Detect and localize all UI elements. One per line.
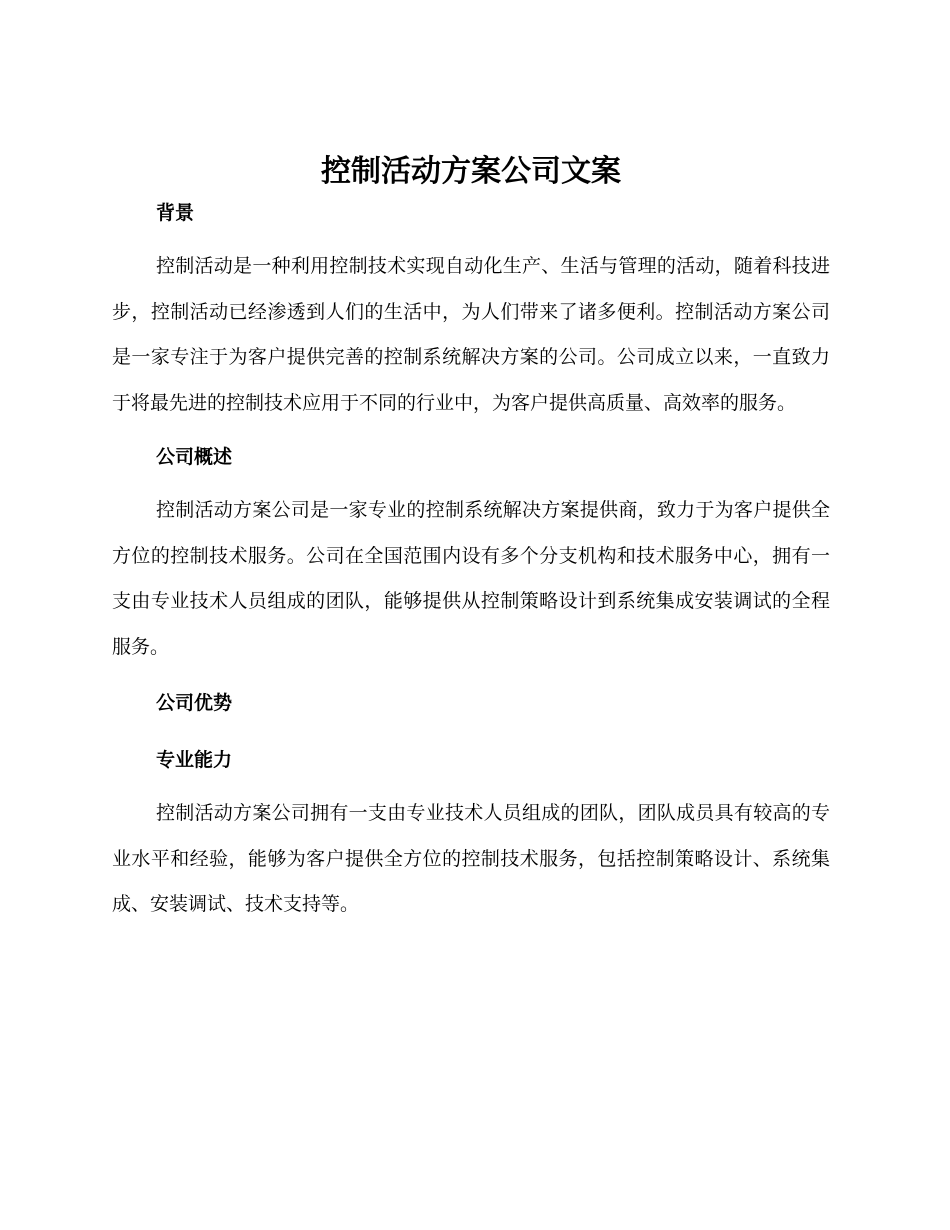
section-company-advantages [112, 688, 830, 718]
document-title: 控制活动方案公司文案 [321, 154, 621, 189]
section-heading-background: 背景 [156, 202, 195, 224]
section-company-overview [112, 442, 830, 670]
paragraph-company-overview: 控制活动方案公司是一家专业的控制系统解决方案提供商，致力于为客户提供全方位的控制技术服务。公司在全国范围内设有多个分支机构和技术服务中心，拥有一支由专业技术人员组成的团队，能够提供从控制策略设计到系统集成安装调试的全程服务。 [112, 499, 830, 658]
section-background [112, 198, 830, 426]
paragraph-professional-ability: 控制活动方案公司拥有一支由专业技术人员组成的团队，团队成员具有较高的专业水平和经验，能够为客户提供全方位的控制技术服务，包括控制策略设计、系统集成、安装调试、技术支持等。 [112, 802, 830, 915]
section-heading-professional-ability: 专业能力 [156, 749, 233, 771]
paragraph-background: 控制活动是一种利用控制技术实现自动化生产、生活与管理的活动，随着科技进步，控制活动已经渗透到人们的生活中，为人们带来了诸多便利。控制活动方案公司是一家专注于为客户提供完善的控制系统解决方案的公司。公司成立以来，一直致力于将最先进的控制技术应用于不同的行业中，为客户提供高质量、高效率的服务。 [112, 255, 830, 414]
section-heading-company-overview: 公司概述 [156, 446, 233, 468]
document-page [112, 150, 830, 928]
section-heading-company-advantages: 公司优势 [156, 692, 233, 714]
section-professional-ability [112, 745, 830, 928]
